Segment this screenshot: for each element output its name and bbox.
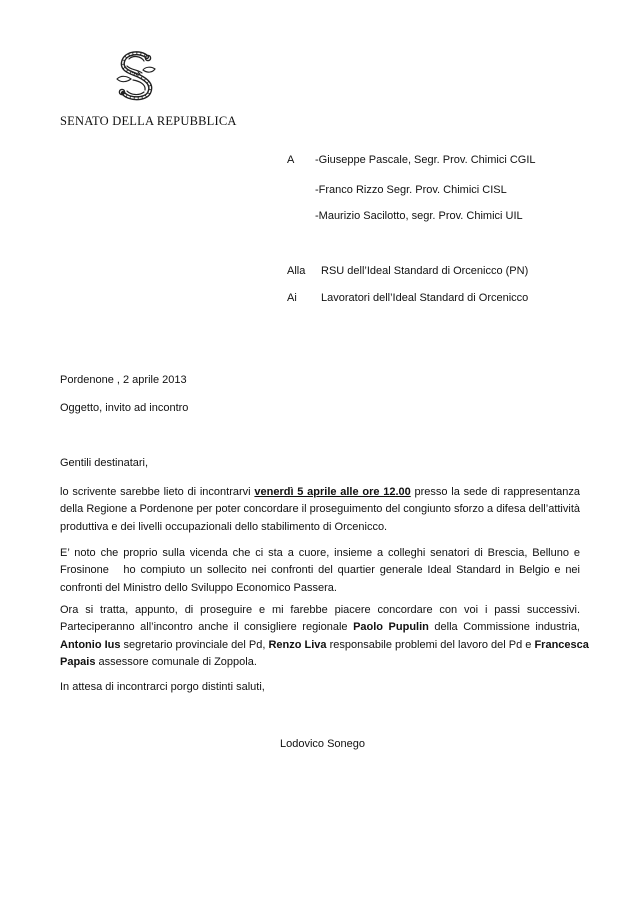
- paragraph-line: Ora si tratta, appunto, di proseguire e mi farebbe piacere concordare con voi i passi successivi.: [60, 604, 580, 616]
- paragraph-line: della Regione a Pordenone per poter concordare il proseguimento del congiunto sforzo a difesa dell’attività: [60, 503, 580, 516]
- recipient-row: [287, 210, 523, 222]
- paragraph-line: Frosinone ho compiuto un sollecito nei confronti del quartier generale Ideal Standard in Belgio e nei: [60, 564, 580, 577]
- body-paragraph: [60, 602, 589, 671]
- text-span: responsabile problemi del lavoro del Pd e: [326, 638, 535, 651]
- participant-name: Paolo Pupulin: [353, 621, 429, 634]
- text-span: segretario provinciale del Pd,: [120, 638, 269, 651]
- meeting-date-emphasis: venerdì 5 aprile alle ore 12.00: [254, 486, 411, 498]
- participant-name: Antonio Ius: [60, 638, 121, 651]
- closing-line: In attesa di incontrarci porgo distinti saluti,: [60, 681, 265, 693]
- text-span: Parteciperanno all’incontro anche il consigliere regionale: [60, 621, 354, 634]
- paragraph-line: [60, 484, 580, 501]
- participant-name: Renzo Liva: [268, 638, 327, 651]
- paragraph-line: [60, 654, 580, 671]
- recipient-prefix: Ai: [287, 292, 297, 304]
- recipient-row: [287, 154, 536, 166]
- recipient-name: -Giuseppe Pascale, Segr. Prov. Chimici CGIL: [315, 154, 536, 166]
- paragraph-line: [60, 637, 589, 654]
- paragraph-line: [60, 619, 580, 636]
- paragraph-line: E’ noto che proprio sulla vicenda che ci sta a cuore, insieme a colleghi senatori di Brescia, Belluno e: [60, 547, 580, 559]
- body-paragraph: [60, 545, 580, 597]
- recipient-row: [287, 184, 507, 196]
- text-span: presso la sede di rappresentanza: [410, 486, 580, 498]
- recipient-name: Lavoratori dell’Ideal Standard di Orcenicco: [321, 292, 529, 304]
- text-span: lo scrivente sarebbe lieto di incontrarvi: [60, 486, 255, 498]
- body-paragraph: [60, 484, 580, 536]
- recipient-name: RSU dell’Ideal Standard di Orcenicco (PN): [321, 265, 529, 277]
- text-span: assessore comunale di Zoppola.: [95, 655, 257, 668]
- text-span: della Commissione industria,: [428, 621, 580, 634]
- recipient-row: [287, 265, 528, 277]
- participant-name: Francesca: [534, 638, 589, 651]
- institution-name: SENATO DELLA REPUBBLICA: [60, 114, 237, 128]
- paragraph-line: confronti del Ministro dello Sviluppo Economico Passera.: [60, 581, 337, 594]
- senate-s-monogram-icon: [111, 49, 163, 101]
- signature-name: Lodovico Sonego: [280, 738, 366, 750]
- subject-line: Oggetto, invito ad incontro: [60, 402, 189, 414]
- recipient-name: -Maurizio Sacilotto, segr. Prov. Chimici UIL: [315, 210, 523, 222]
- recipient-prefix: A: [287, 154, 295, 166]
- recipient-row: [287, 292, 528, 304]
- place-date: Pordenone , 2 aprile 2013: [60, 374, 187, 386]
- paragraph-line: produttiva e dei livelli occupazionali dello stabilimento di Orcenicco.: [60, 520, 388, 533]
- recipient-prefix: Alla: [287, 265, 306, 277]
- greeting: Gentili destinatari,: [60, 457, 149, 469]
- recipient-name: -Franco Rizzo Segr. Prov. Chimici CISL: [315, 184, 507, 196]
- participant-name: Papais: [60, 655, 96, 668]
